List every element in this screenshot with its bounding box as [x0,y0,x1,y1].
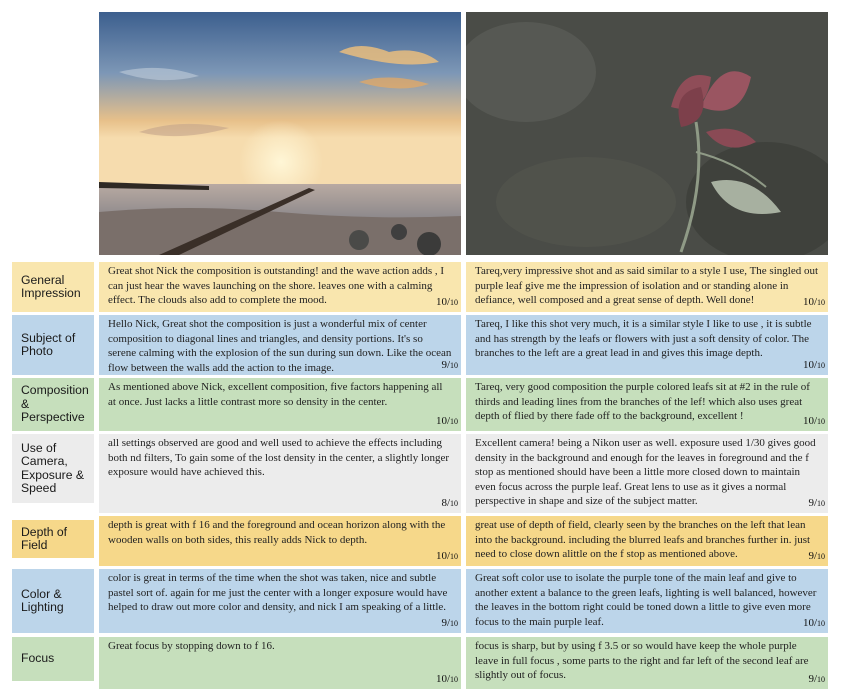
score: 10/10 [435,673,458,686]
comment-text: Great soft color use to isolate the purple tone of the main leaf and give to another extent a balance to the green leafs, lighting is well balanced, however the leaves in the bottom right could be toned down a little to give even more focus to the main purple leaf. [475,572,817,628]
score: 10/10 [435,296,458,309]
score: 9/10 [441,617,458,630]
score: 10/10 [802,359,825,372]
left-comment [99,637,461,689]
right-comment [466,262,828,312]
score: 10/10 [802,617,825,630]
right-comment [466,315,828,375]
comment-text: Tareq, very good composition the purple colored leafs sit at #2 in the rule of thirds and leading lines from the branches of the lef! which also uses great depth of flied by there fade off to the background, excellent ! [475,381,810,423]
row-label: Use of Camera, Exposure & Speed [12,434,94,503]
score: 10/10 [435,550,458,563]
left-comment [99,434,461,513]
comment-text: great use of depth of field, clearly seen by the branches on the left that lean into the background. including the blurred leafs and branches further in. just need to close down alittle on the f stop as mentioned above. [475,519,811,561]
score: 10/10 [435,415,458,428]
row-color-lighting [0,569,846,633]
comment-text: color is great in terms of the time when the shot was taken, nice and subtle pastel sort of. again for me just the center with a longer exposure would have helped to draw out more color and density, and nick I am speaking of a little. [108,572,448,614]
comment-text: Great shot Nick the composition is outstanding! and the wave action adds , I can just hear the waves launching on the shore. leaves one with a calming effect. The clouds also add to complete the mood. [108,265,445,307]
row-composition-perspective [0,378,846,431]
right-comment [466,569,828,633]
score: 9/10 [808,550,825,563]
comment-text: Tareq, I like this shot very much, it is a similar style I like to use , it is subtle and has strength by the leafs or flowers with just a soft density of color. The branches to the left are a great lead in and gives this image depth. [475,318,812,360]
comment-text: all settings observed are good and well used to achieve the effects including both nd filters, To gain some of the lost density in the center, a slightly longer exposure would have achieved this. [108,437,450,479]
right-comment [466,637,828,689]
row-use-of-camera [0,434,846,513]
right-comment [466,378,828,431]
score: 10/10 [802,415,825,428]
score: 8/10 [441,497,458,510]
left-comment [99,262,461,312]
row-label: Depth of Field [12,520,94,558]
row-label: Subject of Photo [12,315,94,375]
comment-text: As mentioned above Nick, excellent composition, five factors happening all at once. Just lacks a little contrast more so density in the center. [108,381,443,408]
left-comment [99,516,461,566]
comment-text: Tareq,very impressive shot and as said similar to a style I use, The singled out purple leaf give me the impression of isolation and or standing alone in defiance, well composed and a great sense of depth. Well done! [475,265,819,307]
comment-text: Hello Nick, Great shot the composition is just a wonderful mix of center composition to diagonal lines and triangles, and density portions. It's so serene calming with the explosion of the sun during sun down. Like the ocean flow between the walls add the action to the image. [108,318,452,374]
score: 10/10 [802,296,825,309]
right-comment [466,434,828,513]
comment-text: focus is sharp, but by using f 3.5 or so would have keep the whole purple leave in full focus , some parts to the right and far left of the second leaf are slightly out of focus. [475,640,809,682]
row-general-impression [0,262,846,312]
left-comment [99,315,461,375]
row-focus [0,637,846,689]
purple-leaf-photo [466,12,828,255]
comment-text: depth is great with f 16 and the foreground and ocean horizon along with the wooden walls on both sides, this really adds Nick to depth. [108,519,446,546]
score: 9/10 [441,359,458,372]
left-comment [99,569,461,633]
comment-text: Great focus by stopping down to f 16. [108,640,275,652]
seascape-photo [99,12,461,255]
row-label: Color & Lighting [12,569,94,633]
right-comment [466,516,828,566]
row-label: Composition & Perspective [12,378,94,431]
row-depth-of-field [0,516,846,566]
left-comment [99,378,461,431]
score: 9/10 [808,497,825,510]
row-label: General Impression [12,262,94,312]
score: 9/10 [808,673,825,686]
row-subject-of-photo [0,315,846,375]
comment-text: Excellent camera! being a Nikon user as well. exposure used 1/30 gives good density in the background and enough for the leaves in foreground and the f stop as mentioned should have been a little more closed down to maintain even focus across the purple leaf. Great lens to use as it gives a normal perspective in shape and size of the subject matter. [475,437,816,508]
row-label: Focus [12,637,94,681]
